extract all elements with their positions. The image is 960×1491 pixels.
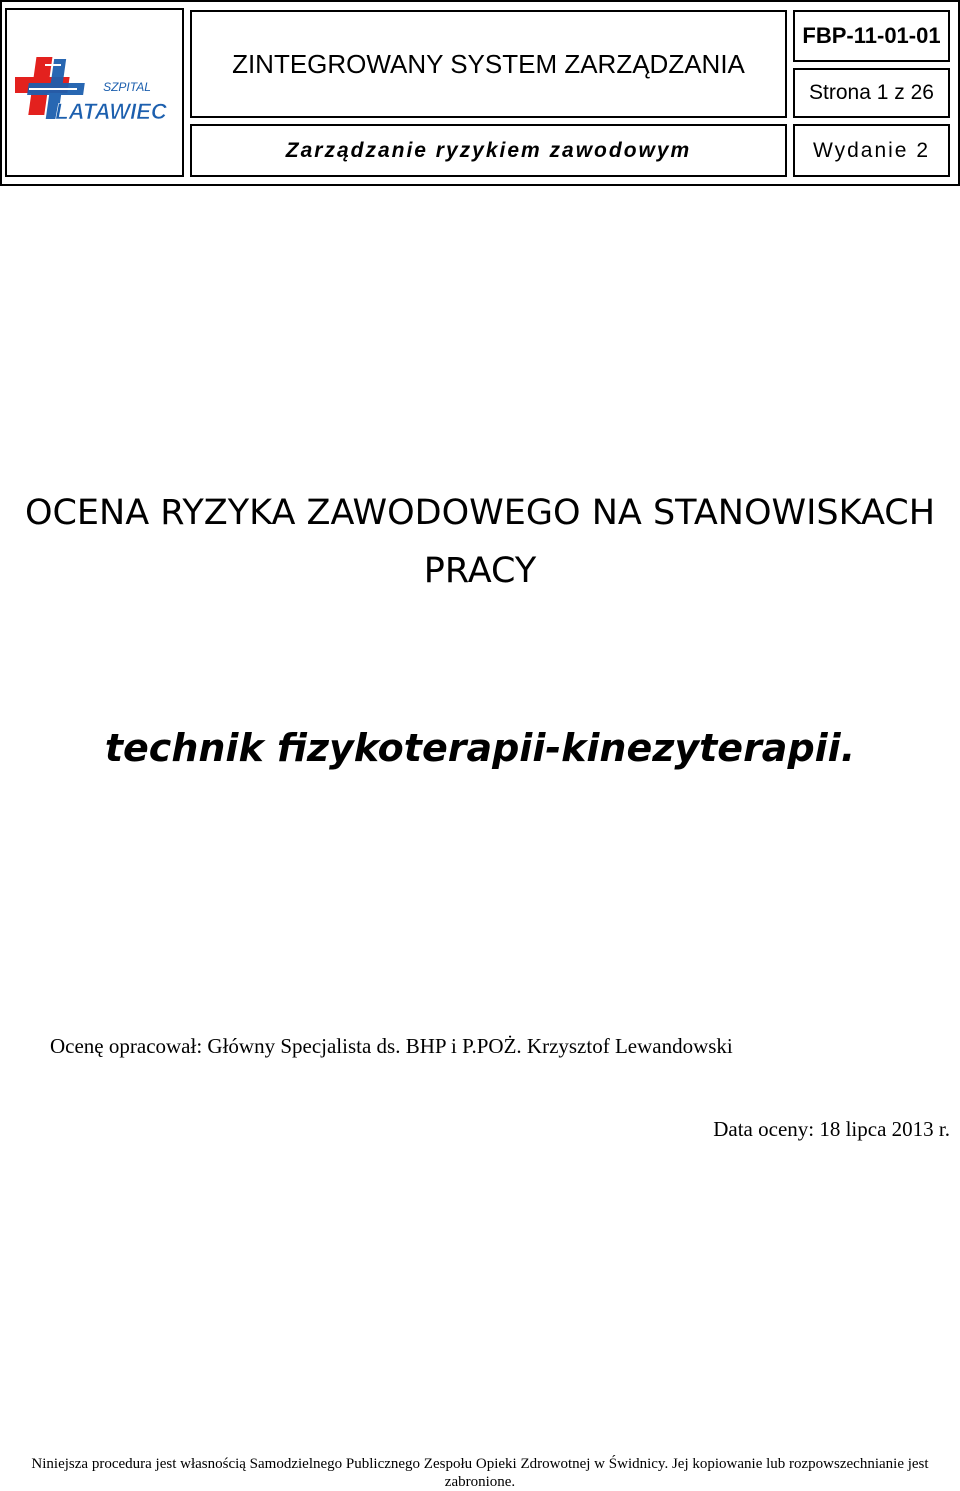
page-info: Strona 1 z 26	[793, 68, 950, 118]
assessment-date: Data oceny: 18 lipca 2013 r.	[713, 1117, 950, 1141]
logo-cell	[5, 8, 184, 177]
page-title-line1: OCENA RYZYKA ZAWODOWEGO NA STANOWISKACH	[24, 493, 936, 533]
hospital-logo-icon	[15, 53, 175, 133]
document-topic: Zarządzanie ryzykiem zawodowym	[190, 124, 787, 177]
assessment-author: Ocenę opracował: Główny Specjalista ds. BHP i P.POŻ. Krzysztof Lewandowski	[50, 1034, 733, 1058]
page-title-line2: PRACY	[423, 551, 537, 591]
footer-line1: Niniejsza procedura jest własnością Samodzielnego Publicznego Zespołu Opieki Zdrowotnej w Świdnicy. Jej kopiowanie lub rozpowszechnianie jest	[31, 1456, 929, 1472]
edition-number: Wydanie 2	[793, 124, 950, 177]
job-position-subtitle: technik fizykoterapii-kinezyterapii.	[104, 726, 856, 770]
document-code: FBP-11-01-01	[793, 10, 950, 62]
document-header	[0, 0, 960, 186]
footer-line2: zabronione.	[444, 1474, 516, 1490]
footer-notice	[0, 1455, 960, 1491]
logo-text-main: LATAWIEC	[54, 98, 167, 124]
system-name: ZINTEGROWANY SYSTEM ZARZĄDZANIA	[190, 10, 787, 118]
logo-text-top: SZPITAL	[102, 79, 151, 94]
